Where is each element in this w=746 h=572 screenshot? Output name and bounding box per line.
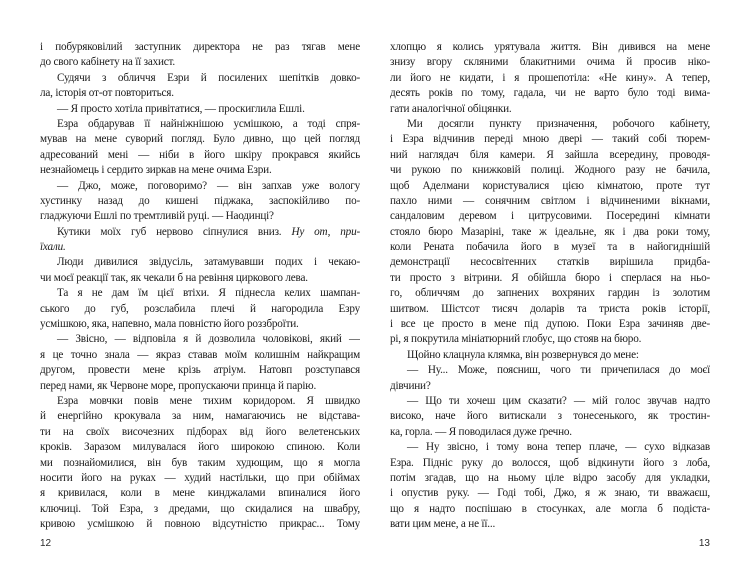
text-line: ського до губ, розслабила плечі й нагородила Езру [40,302,360,315]
text-line: кривою усмішкою й повною відсутністю прикрас... Тому [40,518,360,531]
text-line: гати аналогічної обіцянки. [390,102,512,115]
text-line: дівчини? [390,379,431,392]
text-line: адресований мені — ніби в його шкіру прокрався якийсь [40,148,360,161]
text-line: — Джо, може, поговоримо? — він запхав уже вологу [57,179,360,192]
text-line: десять років по тому, гадала, чи не варто було тоді вима- [390,87,710,100]
text-line: сандаловим деревом і цитрусовими. Посередині кімнати [390,210,710,223]
text-line: хлопцю я колись урятувала життя. Він дивився на мене [390,41,710,53]
text-line: я це точно знала — якраз ставав моїм колишнім найкращим [40,348,360,361]
text-line: другом, провести мене крізь атріум. Натовп розступався [40,364,360,377]
text-line: ли його не кидати, і я прошепотіла: «Не кину». А тепер, [390,71,710,84]
text-line: — Що ти хочеш цим сказати? — мій голос звучав надто [407,394,710,407]
text-line: що я надто поспішаю в стосунках, але могла б подіста- [390,502,710,515]
text-line: й енергійно крокувала за ним, намагаючись не відстава- [40,410,360,423]
text-line: Езра обдарував її найніжнішою усмішкою, а тоді спря- [57,117,360,130]
text-line: незнайомець і сердито зиркав на мене очима Езри. [40,164,272,177]
text-line: їхали. [40,241,66,254]
text-line: — Я просто хотіла привітатися, — проскиглила Ешлі. [57,102,305,115]
text-line: високо, наче його витискали з тонесенького, як тростин- [390,410,710,423]
text-line: кроків. Заразом милувалася його широкою спиною. Коли [40,441,360,454]
text-line: шитвом. Шістсот тисяч доларів та триста років історії, [390,302,710,315]
text-line: перед нами, як Червоне море, пропускаючи принца й парію. [40,379,317,392]
text-line: потім згадав, що на ньому ціле відро засобу для укладки, [390,471,710,484]
text-line: — Ну звісно, і тому вона тепер плаче, — сухо відказав [407,441,710,454]
text-line: стояло бюро Мазаріні, таке ж ідеальне, як і два роки тому, [390,225,710,238]
text-line: — Ну... Може, поясниш, чого ти причепилася до моєї [407,364,710,377]
page-right [373,0,746,572]
text-line: гладжуючи Ешлі по тремтливій руці. — Наодинці? [40,210,274,223]
text-line: до свого кабінету на її захист. [40,56,176,69]
text-line: ми познайомилися, він був таким худющим, що я могла [40,456,360,469]
text-line: ний наглядач біля камери. Я зайшла всередину, проводя- [390,148,710,161]
text-line: ти на своїх височезних підборах від його велетенських [40,425,360,438]
text-line: Езра мовчки повів мене тихим коридором. Я швидко [57,394,360,407]
text-line: вати цим мене, а не її... [390,518,496,531]
text-line: — Звісно, — відповіла я й дозволила чоловікові, який — [57,333,360,346]
page-number-left: 12 [40,538,52,549]
text-line: щоб Аделмани користувалися цією кімнатою, проте тут [390,179,710,192]
text-line: мував на мене суворий погляд. Було дивно, що цей погляд [40,133,360,146]
text-line: я кривилася, коли в мене кинджалами впиналися його [40,487,360,500]
text-line: Люди дивилися звідусіль, затамувавши подих і чекаю- [57,256,360,269]
text-line: рі, я покрутила мініатюрний глобус, що стояв на бюро. [390,333,642,346]
text-line: чи моєї реакції так, як чекали б на ревіння циркового лева. [40,271,308,284]
page-right-text-column [390,40,710,533]
page-number-right: 13 [698,538,710,549]
text-line: Судячи з обличчя Езри й посилених шепітків довко- [57,71,360,84]
text-line: знизу вгору скляними блакитними очима й просив ніко- [390,56,710,69]
page-left-text-column [40,40,360,533]
text-line: ка, горла. — Я поводилася дуже ґречно. [390,425,572,438]
text-line: Щойно клацнула клямка, він розвернувся до мене: [407,348,639,361]
text-line: ключиці. Той Езра, з дредами, що скидалися на швабру, [40,502,360,515]
text-line: го, обличчям до запнених вохряних гардин із золотим [390,287,710,300]
text-line: і побуряковілий заступник директора не раз тягав мене [40,41,360,53]
text-line: чи рукою по книжковій полиці. Жодного разу не бачила, [390,164,710,177]
text-line: демонстрації несосвітенних статків вирішила придба- [390,256,710,269]
text-line: пахло ними — сонячним світлом і відчиненими вікнами, [390,194,710,207]
text-line: Та я не дам їм цієї втіхи. Я піднесла келих шампан- [57,287,360,300]
text-line: і опустив руку. — Годі тобі, Джо, я ж знаю, ти вважаєш, [390,487,710,500]
text-line: усмішкою, яка, напевно, мала повністю його роззброїти. [40,318,299,331]
text-line: ла, історія от-от повториться. [40,87,174,100]
text-line: і все це просто в мене під дупою. Поки Езра зачиняв две- [390,318,710,331]
text-line: коли Рената побачила його в музеї та в найогиднішій [390,241,710,254]
text-line: хустинку назад до кишені піджака, заспокійливо по- [40,194,360,207]
text-line: Кутики моїх губ нервово сіпнулися вниз. Ну от, при- [57,225,360,238]
text-line: носити його на руках — худий настільки, що при обіймах [40,471,360,484]
text-line: ти просто з вітрини. Я обійшла бюро і сперлася на ньо- [390,271,710,284]
text-line: Ми досягли пункту призначення, робочого кабінету, [407,117,710,130]
text-line: і Езра відчинив переді мною двері — такий собі тюрем- [390,133,710,146]
text-line: Езра. Підніс руку до волосся, щоб відкинути його з лоба, [390,456,710,469]
